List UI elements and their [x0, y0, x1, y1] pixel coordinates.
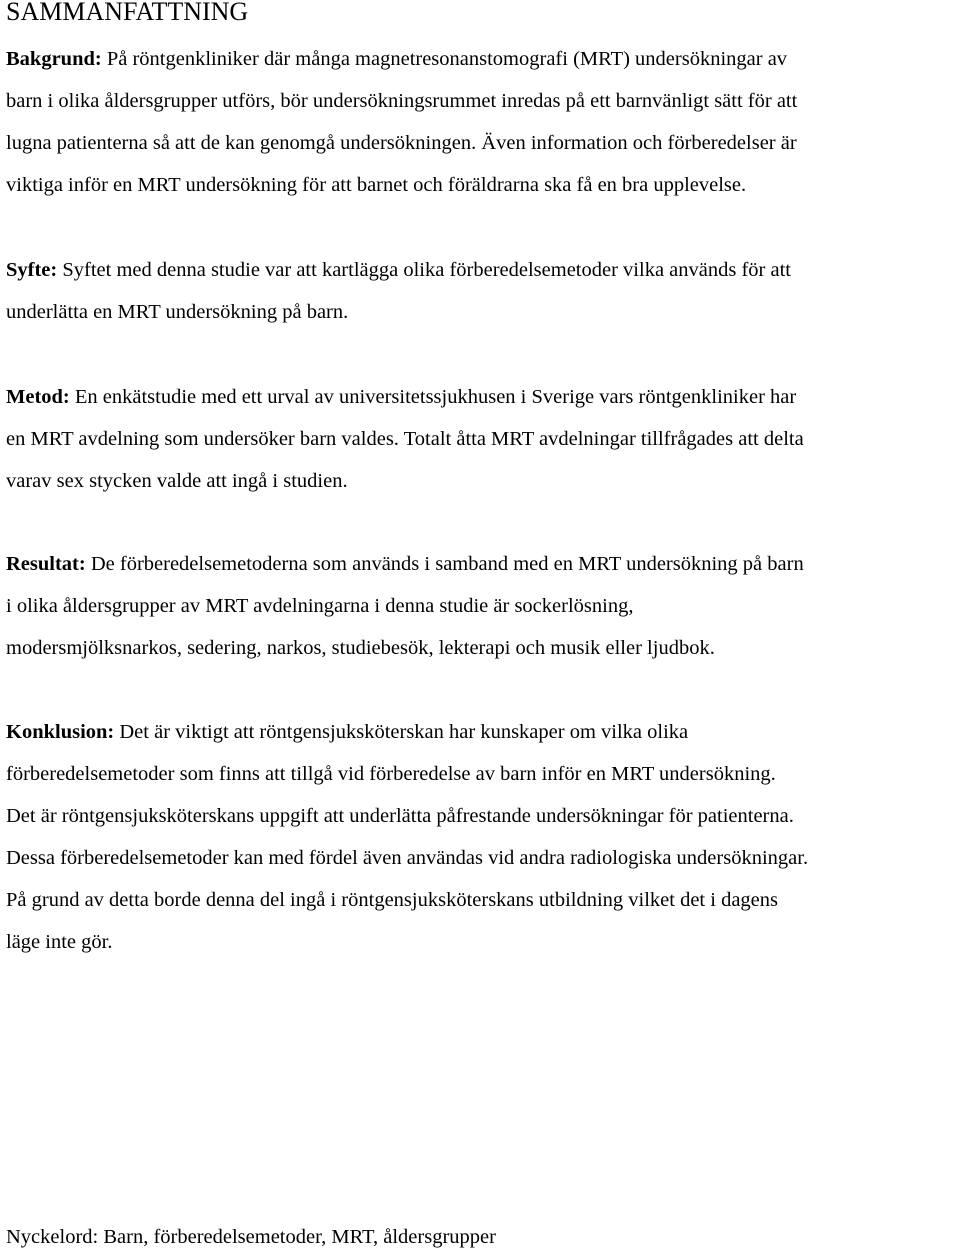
- section-text: Det är viktigt att röntgensjuksköterskan har kunskaper om vilka olika: [114, 721, 689, 743]
- section-line: [6, 543, 960, 585]
- section-line: underlätta en MRT undersökning på barn.: [6, 301, 349, 323]
- section-line: lugna patienterna så att de kan genomgå undersökningen. Även information och förberedelser är: [6, 132, 797, 154]
- section-resultat: [6, 543, 960, 669]
- section-metod: [6, 376, 960, 502]
- section-line: Det är röntgensjuksköterskans uppgift att underlätta påfrestande undersökningar för patienterna.: [6, 805, 794, 827]
- section-line: [6, 711, 960, 753]
- section-label: Konklusion:: [6, 721, 115, 743]
- section-text: En enkätstudie med ett urval av universitetssjukhusen i Sverige vars röntgenkliniker har: [69, 386, 797, 408]
- section-text: På röntgenkliniker där många magnetresonanstomografi (MRT) undersökningar av: [101, 48, 788, 70]
- section-label: Syfte:: [6, 259, 58, 281]
- section-line: i olika åldersgrupper av MRT avdelningarna i denna studie är sockerlösning,: [6, 595, 634, 617]
- section-line: en MRT avdelning som undersöker barn valdes. Totalt åtta MRT avdelningar tillfrågades att delta: [6, 428, 804, 450]
- section-label: Metod:: [6, 386, 70, 408]
- page-title: SAMMANFATTNING: [6, 0, 249, 26]
- section-label: Resultat:: [6, 553, 86, 575]
- section-text: De förberedelsemetoderna som används i samband med en MRT undersökning på barn: [85, 553, 804, 575]
- section-line: [6, 376, 960, 418]
- section-line: förberedelsemetoder som finns att tillgå vid förberedelse av barn inför en MRT undersökning.: [6, 763, 776, 785]
- section-line: modersmjölksnarkos, sedering, narkos, studiebesök, lekterapi och musik eller ljudbok.: [6, 637, 715, 659]
- section-line: På grund av detta borde denna del ingå i röntgensjuksköterskans utbildning vilket det i dagens: [6, 889, 779, 911]
- section-line: läge inte gör.: [6, 931, 113, 953]
- section-line: [6, 38, 960, 80]
- section-line: viktiga inför en MRT undersökning för att barnet och föräldrarna ska få en bra upplevelse.: [6, 174, 747, 196]
- section-bakgrund: [6, 38, 960, 206]
- section-line: varav sex stycken valde att ingå i studien.: [6, 470, 348, 492]
- section-line: [6, 249, 960, 291]
- keywords: Nyckelord: Barn, förberedelsemetoder, MRT, åldersgrupper: [6, 1226, 496, 1248]
- section-line: barn i olika åldersgrupper utförs, bör undersökningsrummet inredas på ett barnvänligt sätt för att: [6, 90, 798, 112]
- section-text: Syftet med denna studie var att kartlägga olika förberedelsemetoder vilka används för att: [57, 259, 791, 281]
- section-syfte: [6, 249, 960, 333]
- section-line: Dessa förberedelsemetoder kan med fördel även användas vid andra radiologiska undersökningar.: [6, 847, 809, 869]
- section-label: Bakgrund:: [6, 48, 102, 70]
- section-konklusion: [6, 711, 960, 963]
